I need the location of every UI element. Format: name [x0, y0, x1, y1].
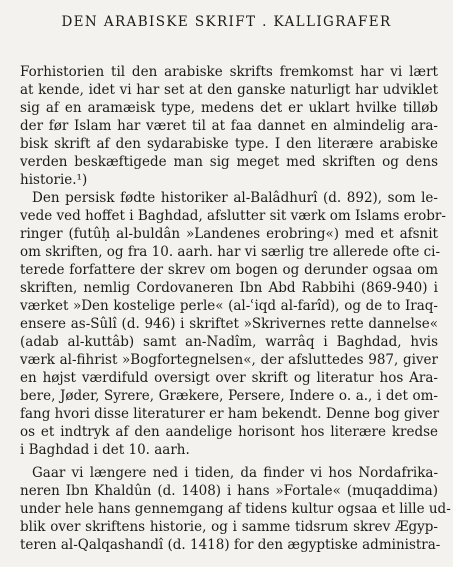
text-line: bisk skrift af den sydarabiske type. I den literære arabiske [20, 136, 438, 152]
text-line: om skriften, og fra 10. aarh. har vi særlig tre allerede ofte ci- [20, 244, 441, 260]
text-line: en højst værdifuld oversigt over skrift og literatur hos Ara- [20, 370, 438, 386]
text-line: blik over skriftens historie, og i samme tidsrum skrev Ægyp- [20, 519, 438, 535]
text-line: at kende, idet vi har set at den ganske naturligt har udviklet [20, 82, 438, 98]
running-header: DEN ARABISKE SKRIFT . KALLIGRAFER [61, 14, 392, 30]
text-line: os et indtryk af den aandelige horisont hos literære kredse [20, 424, 438, 440]
text-line: Gaar vi længere ned i tiden, da finder vi hos Nordafrika- [32, 465, 438, 481]
text-line: der før Islam har været til at faa dannet en almindelig ara- [20, 118, 438, 134]
body-text [20, 63, 451, 554]
text-line: værk al-fihrist »Bogfortegnelsen«, der afsluttedes 987, giver [20, 352, 438, 368]
text-line: bere, Jøder, Syrere, Grækere, Persere, Indere o. a., i det om- [20, 388, 438, 404]
text-line: værket »Den kostelige perle« (al-ʿiqd al-farîd), og de to Iraq- [20, 298, 438, 314]
text-line: ringer (futûḥ al-buldân »Landenes erobring«) med et afsnit [20, 226, 438, 242]
text-line: i Baghdad i det 10. aarh. [20, 442, 190, 458]
text-line: under hele hans gennemgang af tidens kultur ogsaa et lille ud- [20, 501, 451, 517]
text-line: verden beskæftigede man sig meget med skriften og dens [20, 154, 438, 170]
text-line: Forhistorien til den arabiske skrifts fremkomst har vi lært [20, 64, 438, 80]
text-line: teren al-Qalqashandî (d. 1418) for den ægyptiske administra- [20, 537, 441, 553]
text-line: terede forfattere der skrev om bogen og derunder ogsaa om [20, 262, 438, 278]
text-line: ensere as-Sûlî (d. 946) i skriftet »Skrivernes rette dannelse« [20, 316, 438, 332]
text-line: historie.¹) [20, 172, 88, 188]
text-line: vede ved hoffet i Baghdad, afslutter sit værk om Islams erobr- [20, 208, 446, 224]
text-line: (adab al-kuttâb) samt an-Nadîm, warrâq i Baghdad, hvis [20, 334, 438, 350]
text-line: neren Ibn Khaldûn (d. 1408) i hans »Fortale« (muqaddima) [20, 483, 438, 499]
text-line: sig af en aramæisk type, medens det er uklart hvilke tilløb [20, 100, 438, 116]
text-line: skriften, nemlig Cordovaneren Ibn Abd Rabbihi (869-940) i [20, 280, 438, 296]
text-line: fang hvori disse literaturer er ham bekendt. Denne bog giver [20, 406, 440, 422]
text-line: Den persisk fødte historiker al-Balâdhurî (d. 892), som le- [32, 190, 438, 206]
